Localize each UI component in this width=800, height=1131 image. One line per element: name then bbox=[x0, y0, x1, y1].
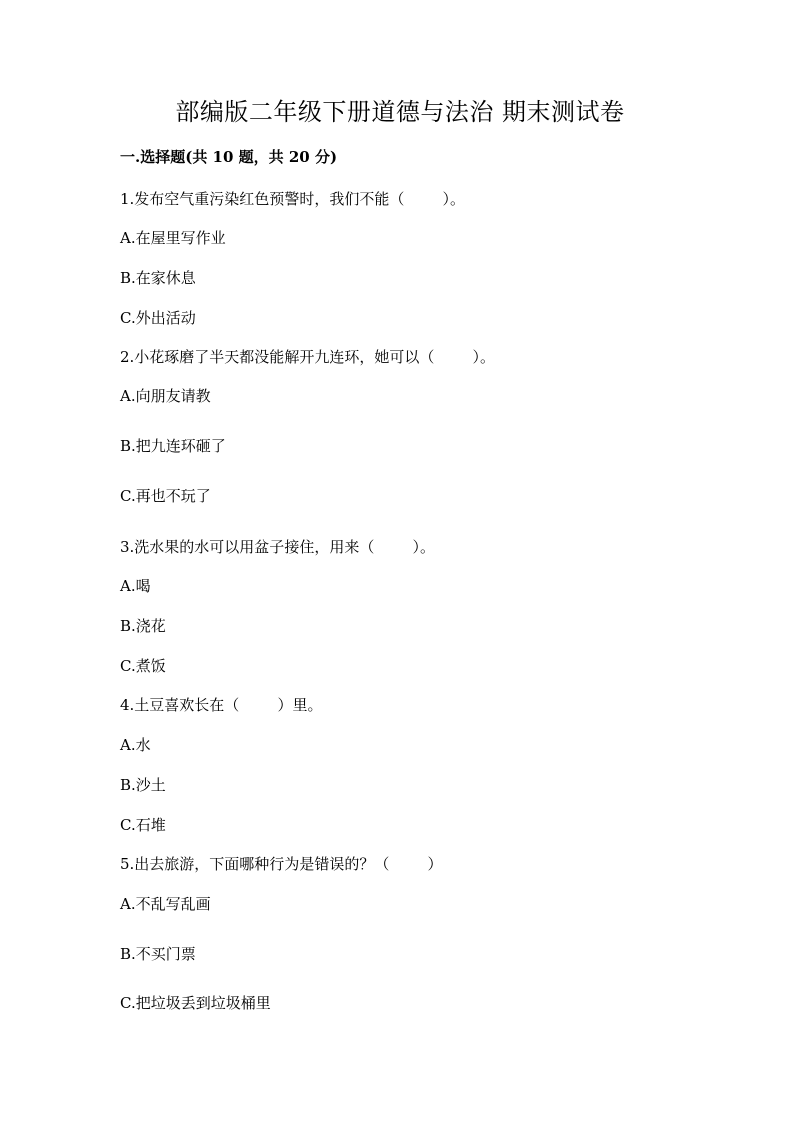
option-b: B.在家休息 bbox=[120, 269, 196, 287]
question-stem: 3.洗水果的水可以用盆子接住，用来（ ）。 bbox=[120, 538, 435, 556]
option-a: A.向朋友请教 bbox=[120, 387, 211, 405]
option-a: A.在屋里写作业 bbox=[120, 229, 226, 247]
option-a: A.不乱写乱画 bbox=[120, 895, 211, 913]
option-b: B.把九连环砸了 bbox=[120, 437, 226, 455]
page-title: 部编版二年级下册道德与法治 期末测试卷 bbox=[175, 98, 625, 126]
section-heading: 一.选择题(共 10 题，共 20 分) bbox=[120, 148, 338, 166]
question-stem: 1.发布空气重污染红色预警时，我们不能（ ）。 bbox=[120, 190, 465, 208]
option-c: C.石堆 bbox=[120, 816, 166, 834]
option-c: C.外出活动 bbox=[120, 309, 196, 327]
option-b: B.沙土 bbox=[120, 776, 166, 794]
option-a: A.喝 bbox=[120, 577, 151, 595]
option-c: C.把垃圾丢到垃圾桶里 bbox=[120, 994, 271, 1012]
option-a: A.水 bbox=[120, 736, 151, 754]
question-stem: 4.土豆喜欢长在（ ）里。 bbox=[120, 696, 323, 714]
option-c: C.再也不玩了 bbox=[120, 487, 211, 505]
option-b: B.浇花 bbox=[120, 617, 166, 635]
option-c: C.煮饭 bbox=[120, 657, 166, 675]
question-stem: 5.出去旅游，下面哪种行为是错误的？（ ） bbox=[120, 855, 443, 873]
question-stem: 2.小花琢磨了半天都没能解开九连环，她可以（ ）。 bbox=[120, 348, 495, 366]
option-b: B.不买门票 bbox=[120, 945, 196, 963]
